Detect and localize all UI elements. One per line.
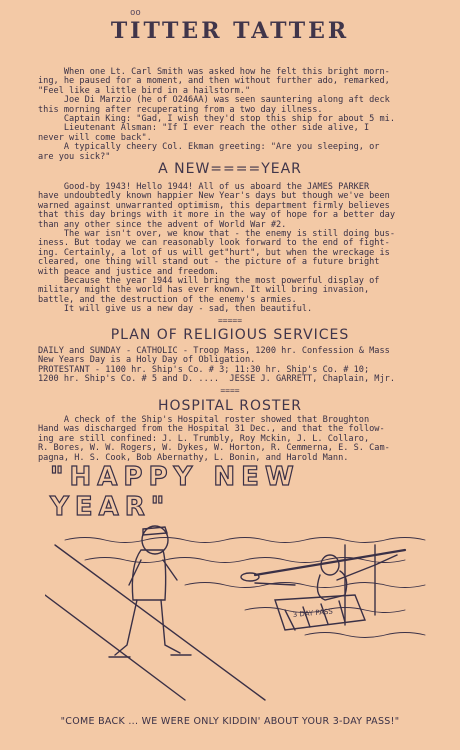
happy-new-year-banner: "HAPPY NEW YEAR" [50, 462, 300, 522]
new-year-heading: A NEW====YEAR [158, 161, 302, 177]
top-mark: oo [130, 8, 141, 18]
religious-services-text: DAILY and SUNDAY - CATHOLIC - Troop Mass, 1200 hr. Confession & Mass New Years Day is a Holy Day of Obligation. PROTESTANT - 1100 hr. Ship's Co. # 3; 11:30 hr. Ship's Co. # 10; 1200 hr. Ship's Co. # 5 and D. .... JESSE J. GARRETT, Chaplain, Mjr. [38, 346, 395, 385]
cartoon-caption: "COME BACK ... WE WERE ONLY KIDDIN' ABOUT YOUR 3-DAY PASS!" [60, 716, 400, 727]
masthead-title: TITTER TATTER [110, 18, 350, 44]
cartoon-illustration [45, 505, 445, 705]
titter-tatter-text: When one Lt. Carl Smith was asked how he felt this bright morn- ing, he paused for a moment, and then without further ado, remarked, "Feel like a little bird in a hailstorm." Joe Di Marzio (he of O246AA) was seen sauntering along aft deck this morning after recuperating from a two day illness. Captain King: "Gad, I wish they'd stop this ship for about 5 mi. Lieutenant Alsman: "If I ever reach the other side alive, I never will come back". A typically cheery Col. Ekman greeting: "Are you sleeping, or are you sick?" [38, 67, 396, 162]
religious-services-heading: PLAN OF RELIGIOUS SERVICES [110, 327, 350, 343]
religious-services-separator: ==== [220, 386, 240, 395]
raft-sign-label: 3 DAY PASS [292, 607, 334, 619]
hospital-roster-text: A check of the Ship's Hospital roster showed that Broughton Hand was discharged from the Hospital 31 Dec., and that the follow- ing are still confined: J. L. Trumbly, Roy Mckin, J. L. Collaro, R. Bores, W. W. Rogers, W. Dykes, W. Horton, R. Cemmerna, E. S. Cam- pagna, H. S. Cook, Bob Abernathy, L. Bonin, and Harold Mann. [38, 415, 390, 463]
hospital-roster-heading: HOSPITAL ROSTER [157, 398, 303, 414]
new-year-text: Good-by 1943! Hello 1944! All of us aboard the JAMES PARKER have undoubtedly known happier New Year's days but though we've been warned against unwarranted optimism, this department firmly believes that this day brings with it more in the way of hope for a better day than any other since the advent of World War #2. The war isn't over, we know that - the enemy is still doing bus- iness. But today we can reasonably look forward to the end of fight- ing. Certainly, a lot of us will get"hurt", but when the wreckage is cleared, one thing will stand out - the picture of a future bright with peace and justice and freedom. Because the year 1944 will bring the most powerful display of military might the world has ever known. It will bring invasion, battle, and the destruction of the enemy's armies. It will give us a new day - sad, then beautiful. [38, 182, 396, 315]
new-year-separator: ===== [217, 316, 243, 325]
